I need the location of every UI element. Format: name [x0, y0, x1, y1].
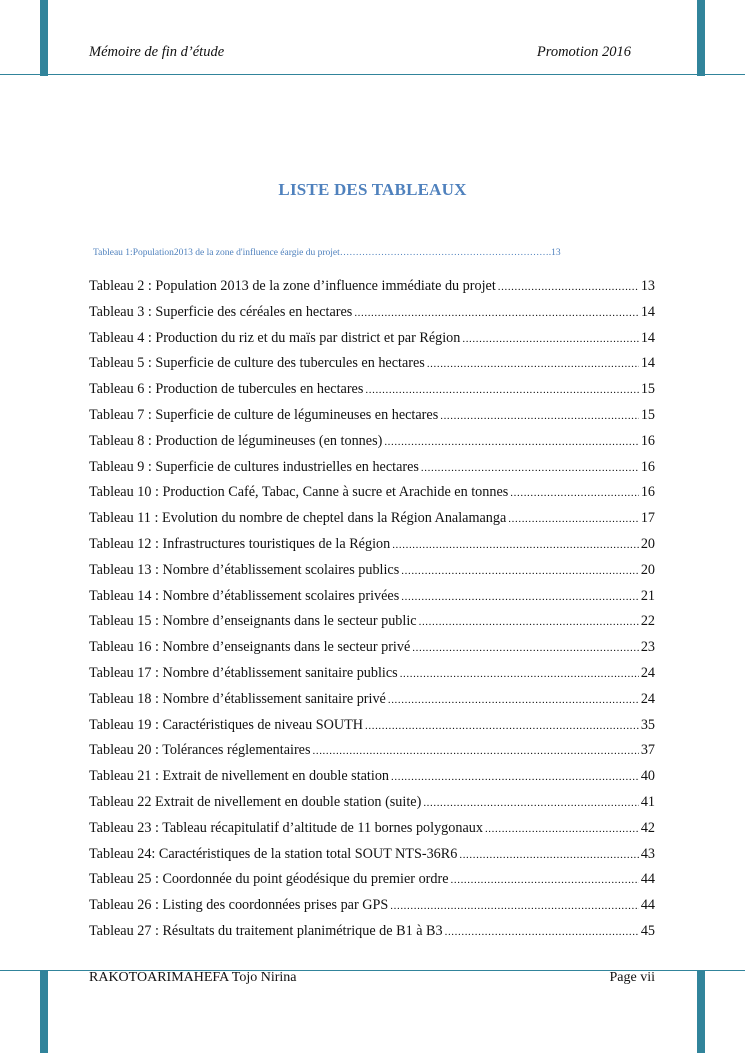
toc-entry-page-number: 40	[640, 768, 655, 785]
toc-entry[interactable]	[89, 794, 655, 820]
toc-entry-label: Tableau 27 : Résultats du traitement planimétrique de B1 à B3	[89, 922, 443, 939]
toc-entry[interactable]	[89, 355, 655, 381]
toc-entry[interactable]	[89, 433, 655, 459]
toc-entry-page-number: 41	[640, 793, 655, 810]
top-right-border-bar	[697, 0, 705, 76]
toc-entry-leader	[445, 926, 639, 938]
toc-entry-page-number: 13	[640, 278, 655, 294]
toc-entry-leader	[419, 616, 639, 628]
toc-entry[interactable]	[89, 484, 655, 510]
toc-entry-label: Tableau 21 : Extrait de nivellement en double station	[89, 768, 390, 785]
toc-entry-leader	[427, 358, 639, 370]
toc-entry-leader	[459, 849, 638, 861]
toc-entry-page-number: 20	[640, 561, 655, 578]
page-title: LISTE DES TABLEAUX	[278, 180, 467, 199]
toc-entry-label: Tableau 22 Extrait de nivellement en double station (suite)	[89, 793, 422, 810]
toc-entry[interactable]	[89, 691, 655, 717]
toc-entry-leader	[400, 668, 639, 680]
toc-entry-page-number: 14	[640, 303, 655, 320]
toc-entry-label: Tableau 3 : Superficie des céréales en hectares	[89, 303, 353, 320]
toc-entry[interactable]	[89, 768, 655, 794]
toc-entry-label: Tableau 16 : Nombre d’enseignants dans le secteur privé	[89, 639, 411, 656]
toc-entry-page-number: 21	[640, 587, 655, 604]
toc-entry[interactable]	[89, 510, 655, 536]
toc-entry-label: Tableau 2 : Population 2013 de la zone d’influence immédiate du projet	[89, 278, 496, 294]
toc-entry-leader	[388, 694, 639, 706]
toc-entry-label: Tableau 23 : Tableau récapitulatif d’altitude de 11 bornes polygonaux	[89, 819, 483, 836]
toc-entry-tableau-1[interactable]: Tableau 1:Population2013 de la zone d'influence éargie du projet………………………………………………………….13	[93, 248, 561, 258]
toc-entry-label: Tableau 19 : Caractéristiques de niveau SOUTH	[89, 716, 364, 733]
toc-entry-page-number: 16	[640, 432, 655, 449]
toc-entry[interactable]	[89, 304, 655, 330]
toc-entry[interactable]	[89, 381, 655, 407]
toc-entry-label: Tableau 4 : Production du riz et du maïs par district et par Région	[89, 329, 461, 346]
toc-entry-label: Tableau 13 : Nombre d’établissement scolaires publics	[89, 561, 400, 578]
toc-entry-page-number: 14	[640, 329, 655, 346]
toc-entry-page-number: 23	[640, 639, 655, 656]
toc-entry-page-number: 17	[640, 510, 655, 527]
toc-entry-leader	[440, 410, 639, 422]
toc-entry[interactable]	[89, 846, 655, 872]
table-of-tables	[89, 278, 655, 949]
toc-entry-page-number: 16	[640, 458, 655, 475]
toc-entry-page-number: 45	[640, 922, 655, 939]
toc-entry-label: Tableau 17 : Nombre d’établissement sanitaire publics	[89, 664, 398, 681]
toc-entry-page-number: 20	[640, 535, 655, 552]
toc-entry[interactable]	[89, 717, 655, 743]
toc-entry-leader	[498, 281, 639, 293]
toc-entry[interactable]	[89, 562, 655, 588]
toc-entry-label: Tableau 18 : Nombre d’établissement sanitaire privé	[89, 690, 386, 707]
toc-entry-label: Tableau 24: Caractéristiques de la station total SOUT NTS-36R6	[89, 845, 458, 862]
toc-entry-label: Tableau 14 : Nombre d’établissement scolaires privées	[89, 587, 400, 604]
toc-entry-leader	[390, 900, 639, 912]
toc-entry-page-number: 35	[640, 716, 655, 733]
toc-entry-leader	[384, 436, 638, 448]
toc-entry-leader	[510, 487, 639, 499]
toc-entry-leader	[391, 771, 639, 783]
toc-entry[interactable]	[89, 278, 655, 304]
toc-entry-leader	[412, 642, 639, 654]
toc-entry-leader	[508, 513, 639, 525]
toc-entry-page-number: 37	[640, 742, 655, 759]
toc-entry-page-number: 15	[640, 406, 655, 423]
toc-entry-leader	[392, 539, 639, 551]
toc-entry-leader	[365, 720, 639, 732]
header-divider	[0, 74, 745, 75]
toc-entry-leader	[354, 307, 639, 319]
top-left-border-bar	[40, 0, 48, 76]
toc-entry-leader	[462, 333, 638, 345]
toc-entry[interactable]	[89, 897, 655, 923]
header-document-type: Mémoire de fin d’étude	[89, 44, 225, 60]
toc-entry-leader	[365, 384, 638, 396]
toc-entry-label: Tableau 10 : Production Café, Tabac, Canne à sucre et Arachide en tonnes	[89, 484, 509, 501]
toc-entry-page-number: 24	[640, 690, 655, 707]
toc-entry-leader	[401, 565, 639, 577]
toc-entry-page-number: 24	[640, 664, 655, 681]
bottom-left-border-bar	[40, 970, 48, 1053]
toc-entry-page-number: 22	[640, 613, 655, 630]
toc-entry-page-number: 16	[640, 484, 655, 501]
toc-entry-page-number: 15	[640, 381, 655, 398]
toc-entry-label: Tableau 12 : Infrastructures touristiques de la Région	[89, 535, 391, 552]
toc-entry-label: Tableau 11 : Evolution du nombre de cheptel dans la Région Analamanga	[89, 510, 507, 527]
toc-entry[interactable]	[89, 459, 655, 485]
footer-author: RAKOTOARIMAHEFA Tojo Nirina	[89, 970, 297, 985]
toc-entry[interactable]	[89, 742, 655, 768]
toc-entry-page-number: 42	[640, 819, 655, 836]
toc-entry[interactable]	[89, 820, 655, 846]
toc-entry-label: Tableau 5 : Superficie de culture des tubercules en hectares	[89, 355, 425, 372]
toc-entry[interactable]	[89, 536, 655, 562]
toc-entry[interactable]	[89, 871, 655, 897]
header-promotion: Promotion 2016	[536, 44, 631, 60]
toc-entry[interactable]	[89, 330, 655, 356]
footer-page-number: Page vii	[609, 970, 655, 985]
toc-entry-page-number: 14	[640, 355, 655, 372]
toc-entry-page-number: 44	[640, 897, 655, 914]
bottom-right-border-bar	[697, 970, 705, 1053]
toc-entry-leader	[313, 745, 639, 757]
toc-entry[interactable]	[89, 407, 655, 433]
toc-entry-leader	[423, 797, 639, 809]
toc-entry-label: Tableau 7 : Superficie de culture de légumineuses en hectares	[89, 406, 439, 423]
toc-entry[interactable]	[89, 613, 655, 639]
toc-entry-label: Tableau 26 : Listing des coordonnées prises par GPS	[89, 897, 389, 914]
toc-entry[interactable]	[89, 639, 655, 665]
toc-entry-leader	[485, 823, 639, 835]
toc-entry-page-number: 44	[640, 871, 655, 888]
toc-entry[interactable]	[89, 923, 655, 949]
toc-entry-label: Tableau 6 : Production de tubercules en hectares	[89, 381, 364, 398]
toc-entry-leader	[451, 874, 639, 886]
toc-entry-label: Tableau 15 : Nombre d’enseignants dans le secteur public	[89, 613, 417, 630]
toc-entry-label: Tableau 9 : Superficie de cultures industrielles en hectares	[89, 458, 419, 475]
toc-entry-leader	[401, 591, 639, 603]
toc-entry-page-number: 43	[640, 845, 655, 862]
toc-entry[interactable]	[89, 588, 655, 614]
toc-entry-label: Tableau 20 : Tolérances réglementaires	[89, 742, 311, 759]
toc-entry-leader	[421, 462, 639, 474]
toc-entry[interactable]	[89, 665, 655, 691]
toc-entry-label: Tableau 8 : Production de légumineuses (en tonnes)	[89, 432, 383, 449]
toc-entry-label: Tableau 25 : Coordonnée du point géodésique du premier ordre	[89, 871, 449, 888]
